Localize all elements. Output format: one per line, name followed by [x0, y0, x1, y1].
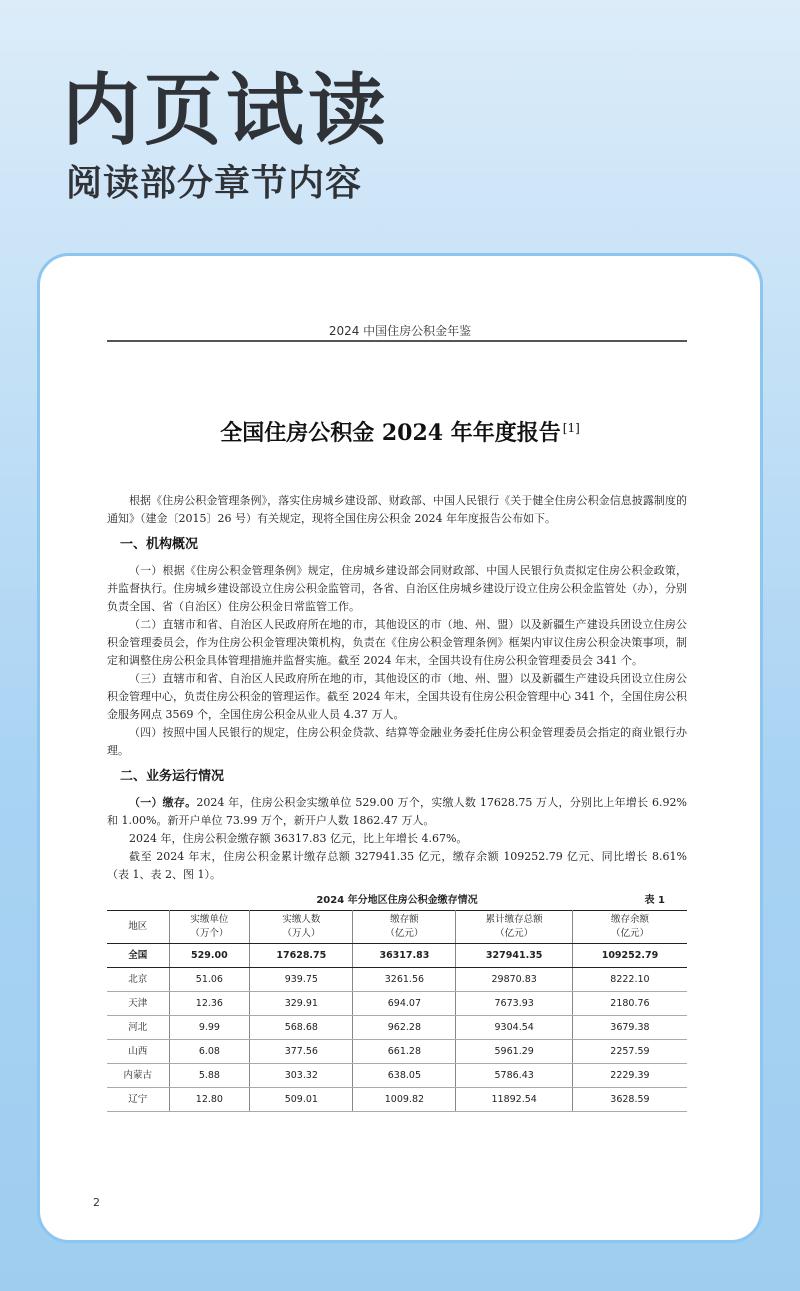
table-cell: 2229.39 [572, 1064, 687, 1088]
table-cell: 568.68 [250, 1016, 353, 1040]
table-row [107, 1016, 687, 1040]
section-heading-operations: 二、业务运行情况 [120, 769, 225, 784]
table-cell: 17628.75 [250, 944, 353, 968]
table-row [107, 1064, 687, 1088]
table-cell: 1009.82 [353, 1088, 456, 1112]
paragraph: （二）直辖市和省、自治区人民政府所在地的市，其他设区的市（地、州、盟）以及新疆生产建设兵团设立住房公积金管理委员会，作为住房公积金管理决策机构，负责在《住房公积金管理条例》框架内审议住房公积金决策事项，制定和调整住房公积金具体管理措施并监督实施。截至 2024 年末，全国共设有住房公积金管理委员会 341 个。 [107, 618, 687, 667]
table-cell: 638.05 [353, 1064, 456, 1088]
running-head: 2024 中国住房公积金年鉴 [328, 324, 472, 338]
deposit-table [107, 910, 687, 1112]
table-cell: 5.88 [169, 1064, 250, 1088]
column-header: 地区 [107, 911, 169, 944]
table-row [107, 1040, 687, 1064]
table-cell: 8222.10 [572, 968, 687, 992]
deposit-lead: （一）缴存。 [129, 796, 197, 809]
table-caption [107, 892, 687, 908]
column-header: 累计缴存总额 （亿元） [456, 911, 572, 944]
table-cell: 51.06 [169, 968, 250, 992]
table-cell: 29870.83 [456, 968, 572, 992]
paragraph: （四）按照中国人民银行的规定，住房公积金贷款、结算等金融业务委托住房公积金管理委员会指定的商业银行办理。 [107, 726, 687, 757]
report-title-text: 全国住房公积金 2024 年年度报告 [220, 420, 561, 446]
hero-title: 内页试读 [62, 66, 391, 156]
table-cell: 939.75 [250, 968, 353, 992]
table-cell: 11892.54 [456, 1088, 572, 1112]
paragraph: 2024 年，住房公积金缴存额 36317.83 亿元，比上年增长 4.67%。 [129, 832, 468, 845]
table-cell: 河北 [107, 1016, 169, 1040]
report-body [107, 492, 687, 1112]
column-header: 缴存额 （亿元） [353, 911, 456, 944]
section-heading-organization: 一、机构概况 [120, 537, 199, 552]
table-cell: 661.28 [353, 1040, 456, 1064]
intro-paragraph: 根据《住房公积金管理条例》，落实住房城乡建设部、财政部、中国人民银行《关于健全住房公积金信息披露制度的通知》（建金〔2015〕26 号）有关规定，现将全国住房公积金 2024 年年度报告公布如下。 [107, 494, 687, 525]
deposit-text: 2024 年，住房公积金实缴单位 529.00 万个，实缴人数 17628.75 万人，分别比上年增长 6.92%和 1.00%。新开户单位 73.99 万个，新开户人数 1862.47 万人。 [107, 796, 687, 827]
table-cell: 3679.38 [572, 1016, 687, 1040]
table-cell: 509.01 [250, 1088, 353, 1112]
preview-page-card [37, 253, 763, 1243]
table-cell: 2180.76 [572, 992, 687, 1016]
table-cell: 694.07 [353, 992, 456, 1016]
table-cell: 962.28 [353, 1016, 456, 1040]
table-cell: 山西 [107, 1040, 169, 1064]
table-cell: 303.32 [250, 1064, 353, 1088]
table-cell: 329.91 [250, 992, 353, 1016]
table-cell: 7673.93 [456, 992, 572, 1016]
table-row [107, 1088, 687, 1112]
table-cell: 辽宁 [107, 1088, 169, 1112]
table-cell: 3261.56 [353, 968, 456, 992]
table-cell: 2257.59 [572, 1040, 687, 1064]
table-cell: 36317.83 [353, 944, 456, 968]
table-cell: 内蒙古 [107, 1064, 169, 1088]
table-cell: 12.80 [169, 1088, 250, 1112]
table-cell: 109252.79 [572, 944, 687, 968]
table-row [107, 992, 687, 1016]
table-cell: 327941.35 [456, 944, 572, 968]
table-cell: 529.00 [169, 944, 250, 968]
paragraph: 截至 2024 年末，住房公积金累计缴存总额 327941.35 亿元，缴存余额 109252.79 亿元、同比增长 8.61%（表 1、表 2、图 1）。 [107, 850, 687, 881]
header-rule [107, 340, 687, 342]
column-header: 实缴人数 （万人） [250, 911, 353, 944]
report-title [40, 416, 760, 447]
table-cell: 12.36 [169, 992, 250, 1016]
table-cell: 全国 [107, 944, 169, 968]
table-cell: 9304.54 [456, 1016, 572, 1040]
table-cell: 6.08 [169, 1040, 250, 1064]
column-header: 实缴单位 （万个） [169, 911, 250, 944]
table-cell: 9.99 [169, 1016, 250, 1040]
table-number: 表 1 [644, 895, 665, 906]
table-cell: 5786.43 [456, 1064, 572, 1088]
table-cell: 5961.29 [456, 1040, 572, 1064]
table-cell: 3628.59 [572, 1088, 687, 1112]
table-row-total [107, 944, 687, 968]
table-cell: 天津 [107, 992, 169, 1016]
title-footnote-marker: [1] [562, 420, 580, 435]
table-title: 2024 年分地区住房公积金缴存情况 [316, 895, 478, 906]
hero-subtitle: 阅读部分章节内容 [66, 163, 363, 204]
table-row [107, 968, 687, 992]
table-cell: 377.56 [250, 1040, 353, 1064]
paragraph: （三）直辖市和省、自治区人民政府所在地的市，其他设区的市（地、州、盟）以及新疆生产建设兵团设立住房公积金管理中心，负责住房公积金的管理运作。截至 2024 年末，全国共设有住房公积金管理中心 341 个，全国住房公积金服务网点 3569 个，全国住房公积金从业人员 4.37 万人。 [107, 672, 687, 721]
table-cell: 北京 [107, 968, 169, 992]
page-number: 2 [93, 1196, 100, 1209]
paragraph: （一）根据《住房公积金管理条例》规定，住房城乡建设部会同财政部、中国人民银行负责拟定住房公积金政策，并监督执行。住房城乡建设部设立住房公积金监管司，各省、自治区住房城乡建设厅设立住房公积金监管处（办），分别负责全国、省（自治区）住房公积金日常监管工作。 [107, 564, 687, 613]
paragraph [107, 794, 687, 830]
table-header-row [107, 911, 687, 944]
column-header: 缴存余额 （亿元） [572, 911, 687, 944]
